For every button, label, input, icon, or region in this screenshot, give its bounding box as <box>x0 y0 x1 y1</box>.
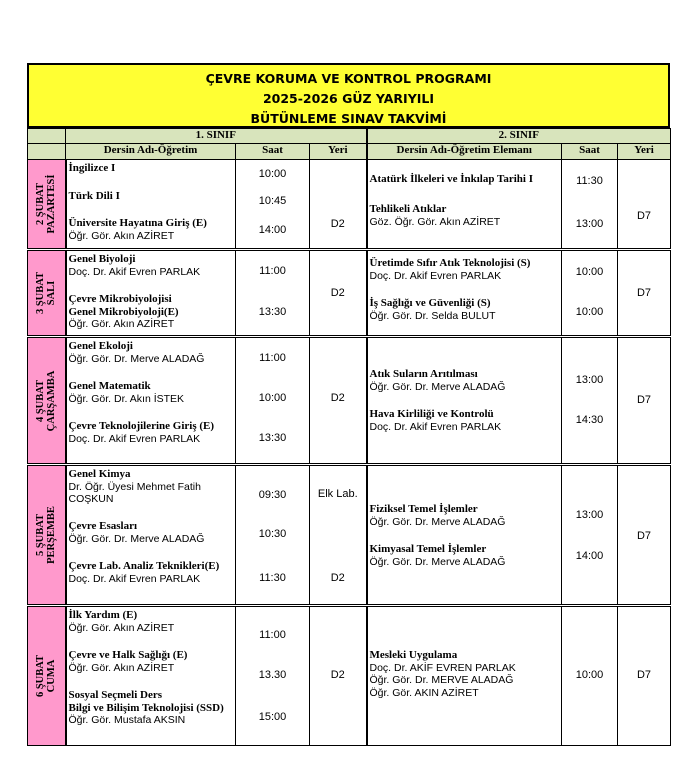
course-name: Genel Kimya <box>68 468 131 480</box>
exam-time: 10:00 <box>258 168 287 180</box>
lecturer: Öğr. Gör. AKIN AZİRET <box>369 686 479 699</box>
day-cell: 2 ŞUBAT PAZARTESİ <box>28 160 66 250</box>
class-1-header: 1. SINIF <box>66 129 367 144</box>
course-name: Atık Suların Arıtılması <box>369 368 478 380</box>
lecturer: Doç. Dr. Akif Evren PARLAK <box>68 572 201 585</box>
course-name: Çevre Teknolojilerine Giriş (E) <box>68 420 215 432</box>
lecturer: Doç. Dr. Akif Evren PARLAK <box>68 432 201 445</box>
col-course-2: Dersin Adı-Öğretim Elemanı <box>367 144 562 160</box>
class1-room <box>310 606 367 746</box>
lecturer: Doç. Dr. AKİF EVREN PARLAK <box>369 661 516 674</box>
exam-time: 13:00 <box>575 509 604 521</box>
class1-room <box>310 337 367 465</box>
class2-courses <box>367 337 562 465</box>
day-row-monday <box>28 160 671 250</box>
class1-times <box>236 250 310 337</box>
course-name: Üniversite Hayatına Giriş (E) <box>68 217 207 229</box>
exam-time: 13:30 <box>258 432 287 444</box>
class1-courses <box>66 606 236 746</box>
exam-time: 10:30 <box>258 528 287 540</box>
exam-time: 13.30 <box>258 669 287 681</box>
course-name: Sosyal Seçmeli Ders <box>68 689 162 701</box>
exam-room: D7 <box>636 394 652 406</box>
col-course-1: Dersin Adı-Öğretim <box>66 144 236 160</box>
class2-room <box>618 606 671 746</box>
class2-room <box>618 250 671 337</box>
exam-room: D7 <box>636 669 652 681</box>
course-name: İngilizce I <box>68 162 116 174</box>
class2-room <box>618 160 671 250</box>
exam-time: 15:00 <box>258 711 287 723</box>
lecturer: Öğr. Gör. Dr. MERVE ALADAĞ <box>369 674 514 686</box>
course-name: Çevre ve Halk Sağlığı (E) <box>68 649 188 661</box>
lecturer: Öğr. Gör. Dr. Merve ALADAĞ <box>68 352 205 365</box>
course-name: Hava Kirliliği ve Kontrolü <box>369 408 494 420</box>
course-name: İş Sağlığı ve Güvenliği (S) <box>369 297 491 309</box>
exam-time: 14:00 <box>258 224 287 236</box>
blank-corner-2 <box>28 144 66 160</box>
exam-time: 14:00 <box>575 550 604 562</box>
day-cell: 4 ŞUBAT ÇARŞAMBA <box>28 337 66 465</box>
exam-time: 13:00 <box>575 374 604 386</box>
class1-courses <box>66 250 236 337</box>
exam-room: D2 <box>330 669 345 681</box>
col-time-2: Saat <box>562 144 618 160</box>
lecturer: Göz. Öğr. Gör. Akın AZİRET <box>369 215 501 228</box>
exam-room: Elk Lab. <box>317 488 358 500</box>
class1-times <box>236 160 310 250</box>
col-time-1: Saat <box>236 144 310 160</box>
exam-time: 10:00 <box>575 306 604 318</box>
day-row-tuesday <box>28 250 671 337</box>
class1-times <box>236 606 310 746</box>
lecturer: Öğr. Gör. Dr. Akın İSTEK <box>68 392 185 405</box>
lecturer: Dr. Öğr. Üyesi Mehmet Fatih COŞKUN <box>68 480 201 505</box>
class2-times <box>562 337 618 465</box>
schedule-title: BÜTÜNLEME SINAV TAKVİMİ <box>250 111 447 126</box>
class2-times <box>562 606 618 746</box>
class-header-row <box>28 129 671 144</box>
lecturer: Öğr. Gör. Dr. Merve ALADAĞ <box>68 532 205 545</box>
course-name: Atatürk İlkeleri ve İnkılap Tarihi I <box>369 173 534 185</box>
col-room-2: Yeri <box>618 144 671 160</box>
course-name: İlk Yardım (E) <box>68 609 138 621</box>
class2-times <box>562 465 618 606</box>
lecturer: Öğr. Gör. Dr. Merve ALADAĞ <box>369 380 506 393</box>
title-banner <box>27 63 670 128</box>
day-row-friday <box>28 606 671 746</box>
program-title: ÇEVRE KORUMA VE KONTROL PROGRAMI <box>205 71 492 86</box>
class1-times <box>236 337 310 465</box>
course-name: Üretimde Sıfır Atık Teknolojisi (S) <box>369 257 531 269</box>
lecturer: Öğr. Gör. Dr. Merve ALADAĞ <box>369 515 506 528</box>
exam-time: 11:30 <box>259 572 286 584</box>
lecturer: Öğr. Gör. Akın AZİRET <box>68 661 175 674</box>
schedule-table <box>27 128 671 746</box>
class1-room <box>310 160 367 250</box>
course-name: Fiziksel Temel İşlemler <box>369 503 478 515</box>
exam-room: D2 <box>330 572 345 584</box>
exam-room: D2 <box>330 392 345 404</box>
class2-courses <box>367 160 562 250</box>
course-name: Çevre Lab. Analiz Teknikleri(E) <box>68 560 220 572</box>
exam-time: 11:00 <box>259 265 286 277</box>
day-cell: 3 ŞUBAT SALI <box>28 250 66 337</box>
lecturer: Öğr. Gör. Akın AZİRET <box>68 229 175 242</box>
class1-times <box>236 465 310 606</box>
col-room-1: Yeri <box>310 144 367 160</box>
exam-time: 11:30 <box>576 175 603 187</box>
exam-time: 10:00 <box>575 669 604 681</box>
exam-room: D2 <box>330 218 345 230</box>
class1-courses <box>66 465 236 606</box>
class2-room <box>618 465 671 606</box>
lecturer: Öğr. Gör. Akın AZİRET <box>68 621 175 634</box>
course-name: Mesleki Uygulama <box>369 649 458 661</box>
course-name: Genel Ekoloji <box>68 340 133 352</box>
day-row-thursday <box>28 465 671 606</box>
class2-courses <box>367 606 562 746</box>
exam-time: 11:00 <box>259 352 286 364</box>
class1-room <box>310 465 367 606</box>
class1-courses <box>66 337 236 465</box>
lecturer: Doç. Dr. Akif Evren PARLAK <box>369 269 502 282</box>
course-name: Kimyasal Temel İşlemler <box>369 543 487 555</box>
semester-title: 2025-2026 GÜZ YARIYILI <box>262 91 435 106</box>
day-cell: 5 ŞUBAT PERŞEMBE <box>28 465 66 606</box>
course-name: Tehlikeli Atıklar <box>369 203 447 215</box>
exam-time: 11:00 <box>259 629 286 641</box>
course-name: Çevre Mikrobiyolojisi <box>68 293 172 305</box>
exam-room: D2 <box>330 287 345 299</box>
exam-time: 10:00 <box>575 266 604 278</box>
exam-time: 13:30 <box>258 306 287 318</box>
exam-time: 14:30 <box>575 414 604 426</box>
exam-room: D7 <box>636 210 652 222</box>
exam-time: 10:45 <box>258 195 287 207</box>
exam-room: D7 <box>636 530 652 542</box>
day-row-wednesday <box>28 337 671 465</box>
class2-times <box>562 250 618 337</box>
column-header-row <box>28 144 671 160</box>
lecturer: Öğr. Gör. Mustafa AKSIN <box>68 714 186 726</box>
class1-room <box>310 250 367 337</box>
course-name: Bilgi ve Bilişim Teknolojisi (SSD) <box>68 701 224 714</box>
lecturer: Öğr. Gör. Dr. Selda BULUT <box>369 309 496 322</box>
class2-room <box>618 337 671 465</box>
exam-room: D7 <box>636 287 652 299</box>
class-2-header: 2. SINIF <box>367 129 671 144</box>
course-name: Türk Dili I <box>68 190 120 202</box>
blank-corner <box>28 129 66 144</box>
exam-schedule-sheet <box>27 63 670 746</box>
course-name: Genel Mikrobiyoloji(E) <box>68 305 179 318</box>
lecturer: Öğr. Gör. Akın AZİRET <box>68 318 175 330</box>
class1-courses <box>66 160 236 250</box>
course-name: Genel Matematik <box>68 380 151 392</box>
lecturer: Doç. Dr. Akif Evren PARLAK <box>369 420 502 433</box>
course-name: Genel Biyoloji <box>68 253 136 265</box>
class2-courses <box>367 465 562 606</box>
class2-courses <box>367 250 562 337</box>
lecturer: Doç. Dr. Akif Evren PARLAK <box>68 265 201 278</box>
exam-time: 09:30 <box>258 489 287 501</box>
exam-time: 13:00 <box>575 218 604 230</box>
lecturer: Öğr. Gör. Dr. Merve ALADAĞ <box>369 555 506 568</box>
day-cell: 6 ŞUBAT CUMA <box>28 606 66 746</box>
exam-time: 10:00 <box>258 392 287 404</box>
course-name: Çevre Esasları <box>68 520 138 532</box>
class2-times <box>562 160 618 250</box>
